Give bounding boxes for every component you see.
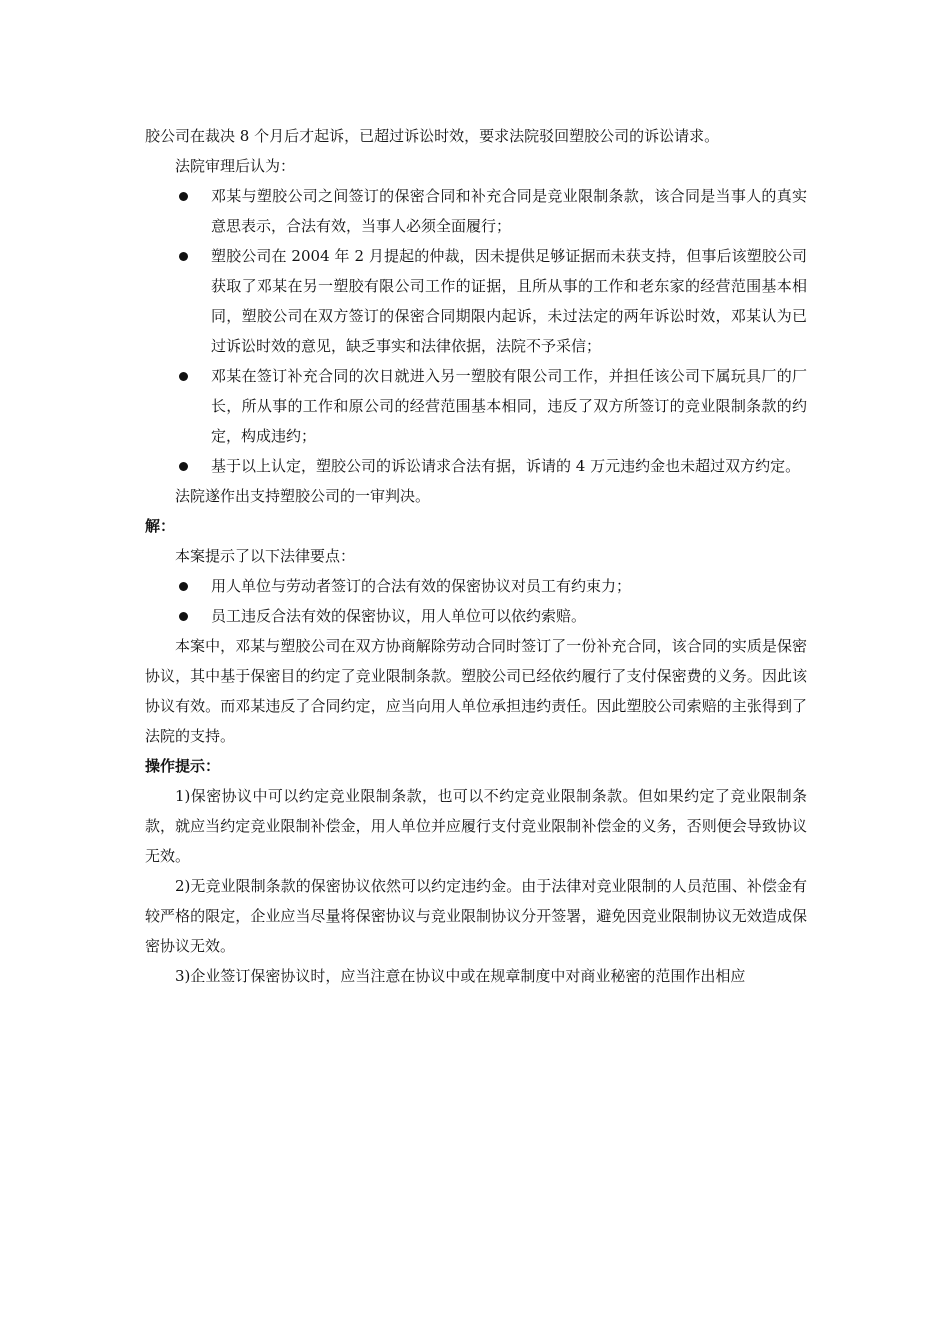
- bullet-icon: [179, 582, 188, 591]
- tip-paragraph: 3)企业签订保密协议时，应当注意在协议中或在规章制度中对商业秘密的范围作出相应: [175, 967, 746, 985]
- list-item-text: 邓某在签订补充合同的次日就进入另一塑胶有限公司工作，并担任该公司下属玩具厂的厂长，所从事的工作和原公司的经营范围基本相同，违反了双方所签订的竞业限制条款的约定，构成违约；: [211, 367, 807, 445]
- bullet-icon: [179, 252, 188, 261]
- document-body: [145, 121, 807, 991]
- court-intro: 法院审理后认为：: [175, 157, 296, 175]
- tips-heading: 操作提示：: [145, 757, 221, 775]
- tip-paragraph: 2)无竞业限制条款的保密协议依然可以约定违约金。由于法律对竞业限制的人员范围、补偿金有较严格的限定，企业应当尽量将保密协议与竞业限制协议分开签署，避免因竞业限制协议无效造成保密协议无效。: [145, 877, 807, 955]
- list-item: [145, 241, 807, 361]
- list-item: [145, 571, 807, 601]
- analysis-body: 本案中，邓某与塑胶公司在双方协商解除劳动合同时签订了一份补充合同，该合同的实质是保密协议，其中基于保密目的约定了竞业限制条款。塑胶公司已经依约履行了支付保密费的义务。因此该协议有效。而邓某违反了合同约定，应当向用人单位承担违约责任。因此塑胶公司索赔的主张得到了法院的支持。: [145, 637, 807, 745]
- list-item-text: 塑胶公司在 2004 年 2 月提起的仲裁，因未提供足够证据而未获支持，但事后该塑胶公司获取了邓某在另一塑胶有限公司工作的证据，且所从事的工作和老东家的经营范围基本相同，塑胶公司在双方签订的保密合同期限内起诉，未过法定的两年诉讼时效，邓某认为已过诉讼时效的意见，缺乏事实和法律依据，法院不予采信；: [211, 247, 807, 355]
- list-item-text: 邓某与塑胶公司之间签订的保密合同和补充合同是竞业限制条款，该合同是当事人的真实意思表示，合法有效，当事人必须全面履行；: [211, 187, 807, 235]
- list-item-text: 基于以上认定，塑胶公司的诉讼请求合法有据，诉请的 4 万元违约金也未超过双方约定。: [211, 457, 801, 475]
- bullet-icon: [179, 372, 188, 381]
- analysis-intro: 本案提示了以下法律要点：: [175, 547, 356, 565]
- list-item: [145, 451, 807, 481]
- analysis-points-list: [145, 571, 807, 631]
- bullet-icon: [179, 612, 188, 621]
- bullet-icon: [179, 462, 188, 471]
- intro-continuation: 胶公司在裁决 8 个月后才起诉，已超过诉讼时效，要求法院驳回塑胶公司的诉讼请求。: [145, 127, 720, 145]
- court-findings-list: [145, 181, 807, 481]
- court-verdict: 法院遂作出支持塑胶公司的一审判决。: [175, 487, 431, 505]
- tip-paragraph: 1)保密协议中可以约定竞业限制条款，也可以不约定竞业限制条款。但如果约定了竞业限制条款，就应当约定竞业限制补偿金，用人单位并应履行支付竞业限制补偿金的义务，否则便会导致协议无效。: [145, 787, 807, 865]
- list-item-text: 员工违反合法有效的保密协议，用人单位可以依约索赔。: [211, 607, 587, 625]
- list-item: [145, 601, 807, 631]
- list-item: [145, 181, 807, 241]
- list-item-text: 用人单位与劳动者签订的合法有效的保密协议对员工有约束力；: [211, 577, 632, 595]
- bullet-icon: [179, 192, 188, 201]
- analysis-heading: 解：: [145, 517, 176, 535]
- list-item: [145, 361, 807, 451]
